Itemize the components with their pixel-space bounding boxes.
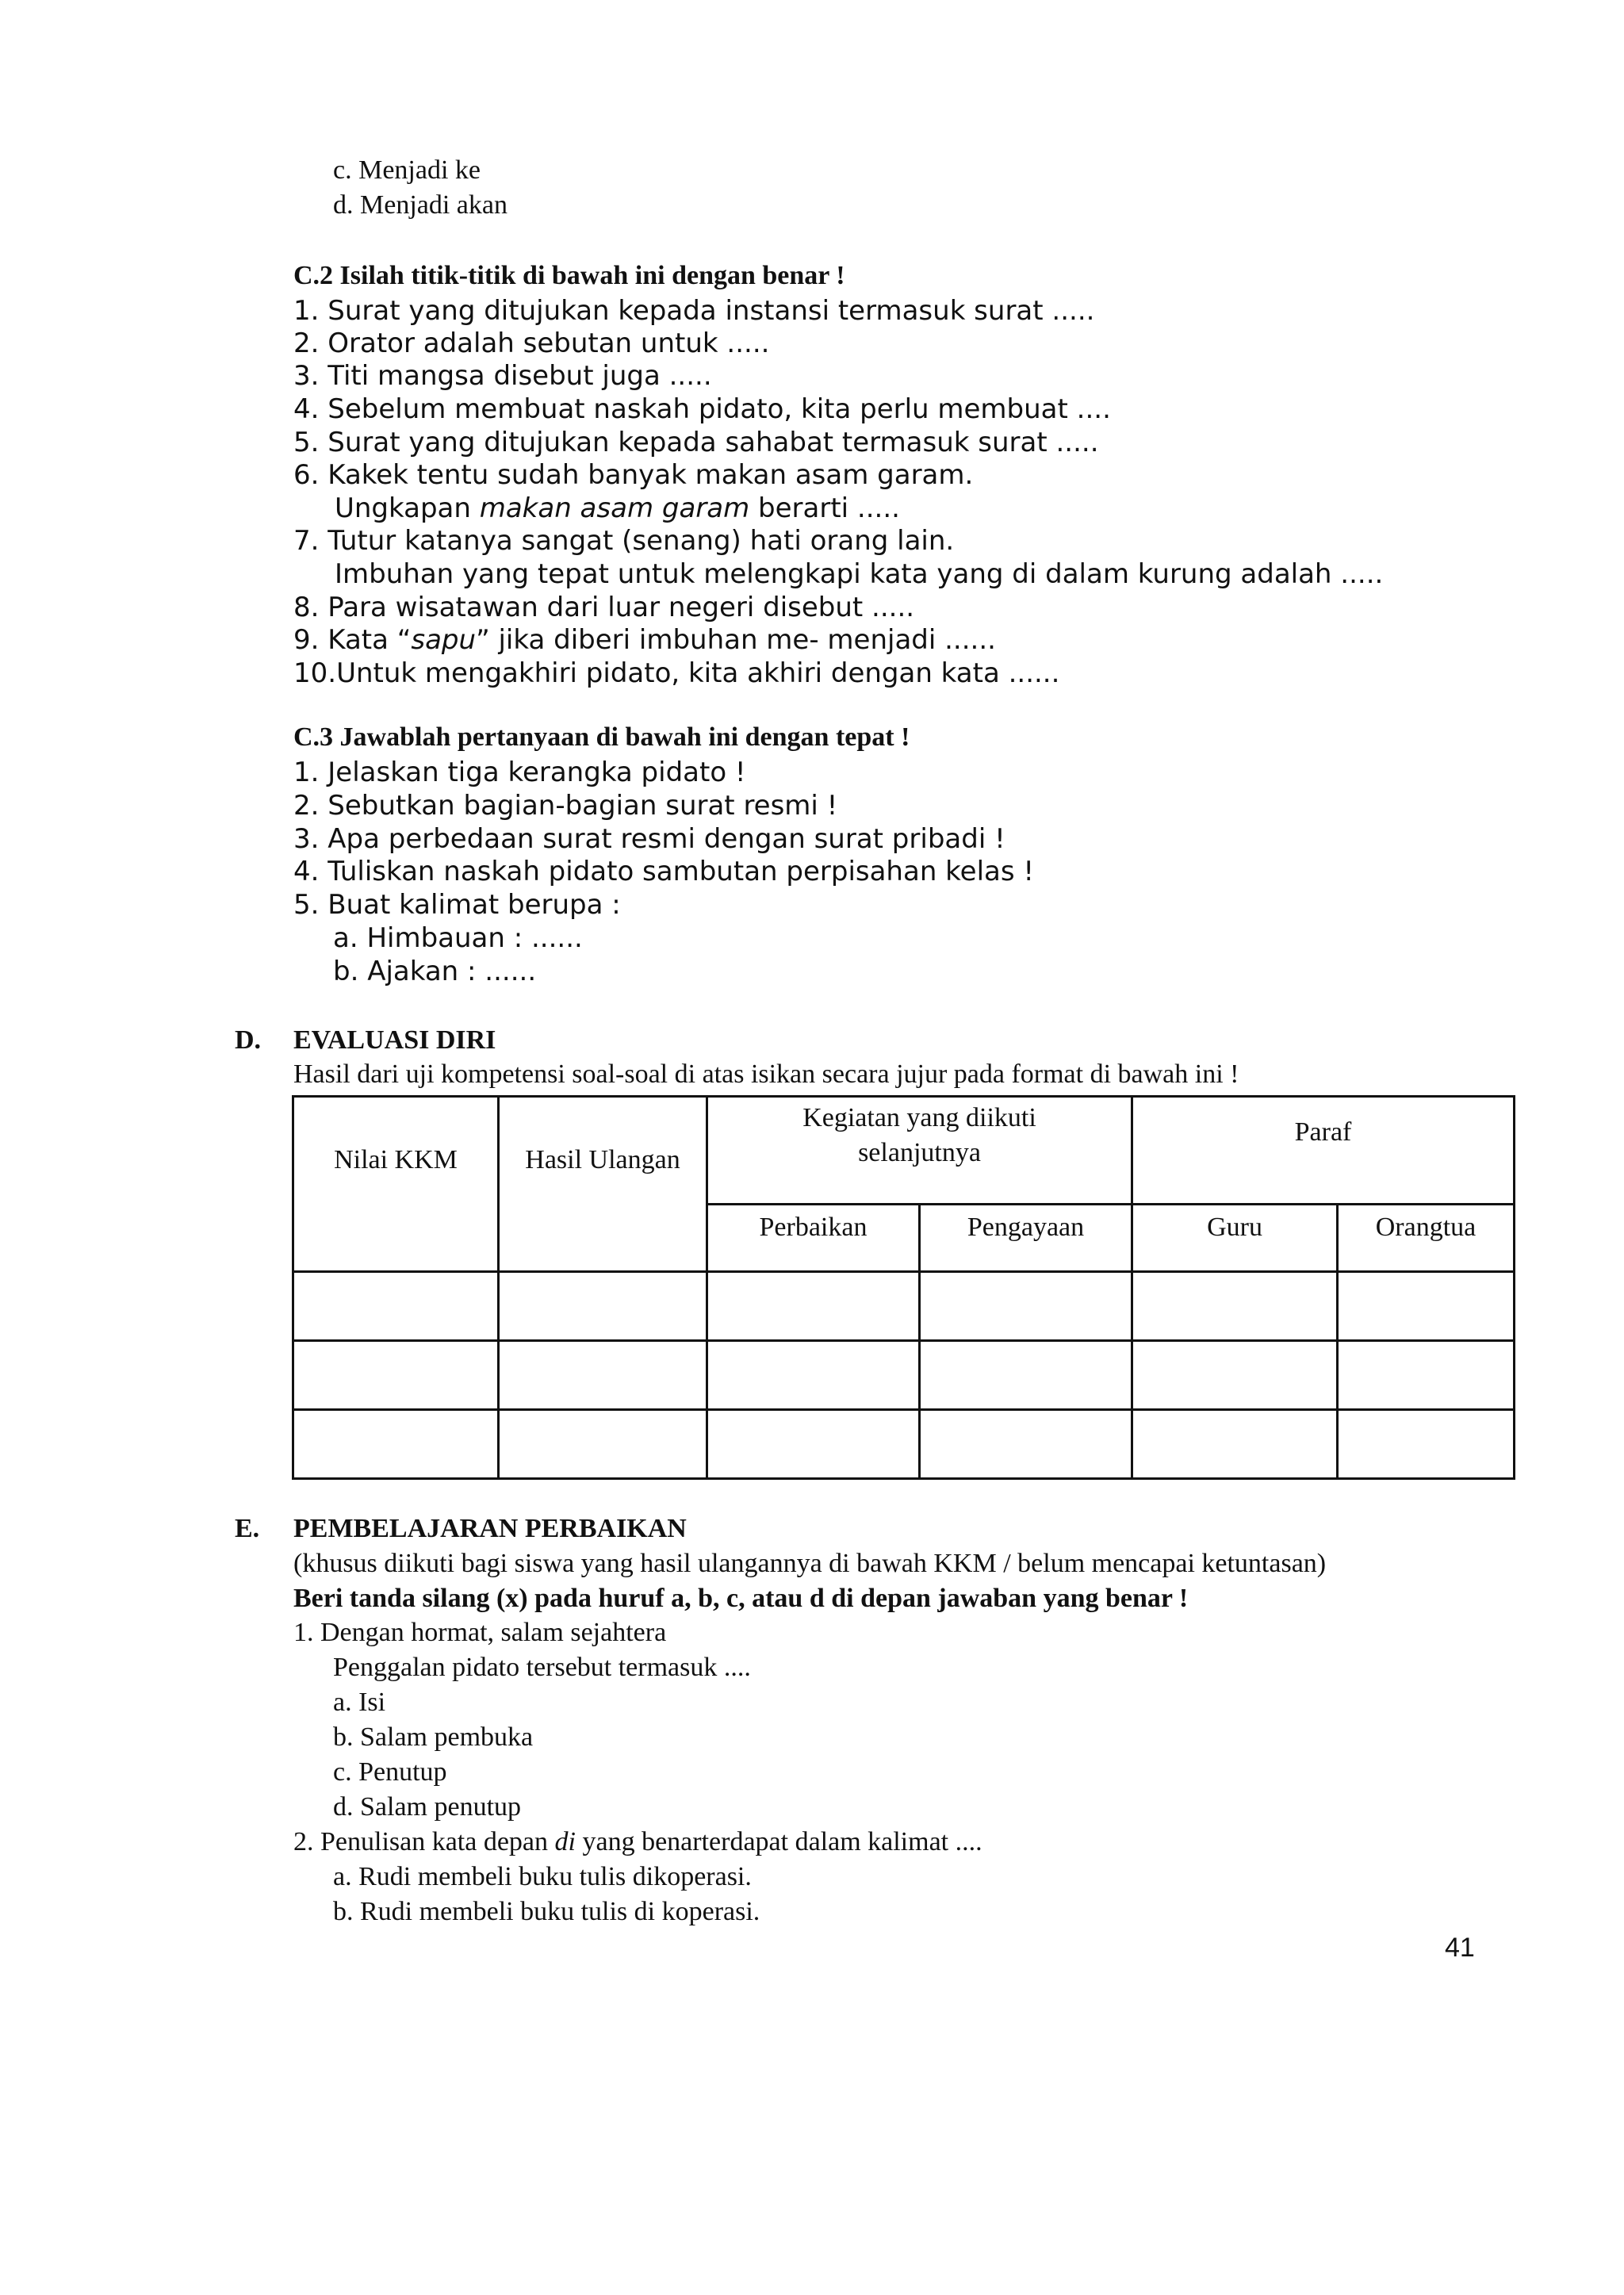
c2-item-9-post: ” jika diberi imbuhan me- menjadi ...... — [476, 624, 996, 656]
col-nilai-kkm-label: Nilai KKM — [334, 1144, 458, 1174]
e-q1-option-a: a. Isi — [333, 1688, 386, 1717]
e-question-2 — [293, 1827, 982, 1857]
option-d: d. Menjadi akan — [333, 190, 508, 220]
col-nilai-kkm — [293, 1097, 499, 1272]
col-kegiatan-line1: Kegiatan yang diikuti — [802, 1103, 1036, 1132]
section-e-note: (khusus diikuti bagi siswa yang hasil ulangannya di bawah KKM / belum mencapai ketuntasan) — [293, 1549, 1327, 1578]
table-cell — [293, 1410, 499, 1479]
c3-item-4: 4. Tuliskan naskah pidato sambutan perpisahan kelas ! — [293, 856, 1035, 887]
e-question-2-post: yang benarterdapat dalam kalimat .... — [575, 1827, 982, 1856]
sub-perbaikan-label: Perbaikan — [759, 1213, 868, 1242]
table-cell — [1132, 1410, 1338, 1479]
c2-item-9-pre: 9. Kata “ — [293, 624, 412, 656]
e-q1-option-b: b. Salam pembuka — [333, 1722, 534, 1752]
e-q1-option-c: c. Penutup — [333, 1757, 447, 1787]
c2-item-4: 4. Sebelum membuat naskah pidato, kita perlu membuat .... — [293, 393, 1111, 425]
c2-item-6: 6. Kakek tentu sudah banyak makan asam garam. — [293, 459, 974, 491]
option-c: c. Menjadi ke — [333, 155, 481, 185]
c2-item-10: 10.Untuk mengakhiri pidato, kita akhiri dengan kata ...... — [293, 657, 1060, 689]
c3-item-5b: b. Ajakan : ...... — [333, 956, 537, 987]
col-paraf — [1132, 1097, 1515, 1205]
table-cell — [1132, 1272, 1338, 1341]
table-header-row — [293, 1097, 1515, 1205]
table-cell — [499, 1272, 707, 1341]
c3-item-5a: a. Himbauan : ...... — [333, 922, 583, 954]
table-cell — [1338, 1272, 1515, 1341]
c3-item-5: 5. Buat kalimat berupa : — [293, 889, 621, 921]
section-e-instruction: Beri tanda silang (x) pada huruf a, b, c, atau d di depan jawaban yang benar ! — [293, 1584, 1189, 1613]
table-cell — [499, 1410, 707, 1479]
section-d-instruction: Hasil dari uji kompetensi soal-soal di atas isikan secara jujur pada format di bawah ini ! — [293, 1059, 1239, 1089]
table-cell — [920, 1341, 1132, 1410]
c2-item-6-pre: Ungkapan — [335, 492, 480, 524]
col-kegiatan-line2: selanjutnya — [858, 1138, 981, 1168]
e-q1-option-d: d. Salam penutup — [333, 1792, 522, 1822]
c2-item-8: 8. Para wisatawan dari luar negeri disebut ..... — [293, 592, 915, 623]
table-cell — [920, 1272, 1132, 1341]
table-cell — [1132, 1341, 1338, 1410]
e-question-2-pre: 2. Penulisan kata depan — [293, 1827, 555, 1856]
c2-item-6-post: berarti ..... — [749, 492, 900, 524]
table-cell — [293, 1272, 499, 1341]
e-q2-option-a: a. Rudi membeli buku tulis dikoperasi. — [333, 1862, 752, 1891]
c3-item-3: 3. Apa perbedaan surat resmi dengan surat pribadi ! — [293, 823, 1005, 855]
col-hasil-ulangan — [499, 1097, 707, 1272]
sub-pengayaan-label: Pengayaan — [967, 1213, 1085, 1242]
c2-item-2: 2. Orator adalah sebutan untuk ..... — [293, 328, 770, 359]
table-cell — [707, 1410, 920, 1479]
table-cell — [707, 1272, 920, 1341]
sub-guru — [1132, 1205, 1338, 1272]
table-cell — [1338, 1410, 1515, 1479]
col-kegiatan — [707, 1097, 1132, 1205]
sub-guru-label: Guru — [1207, 1213, 1262, 1242]
col-paraf-label: Paraf — [1294, 1117, 1352, 1147]
e-question-1: 1. Dengan hormat, salam sejahtera — [293, 1618, 667, 1647]
sub-orangtua — [1338, 1205, 1515, 1272]
table-cell — [293, 1341, 499, 1410]
section-e-title: PEMBELAJARAN PERBAIKAN — [293, 1514, 687, 1543]
section-d-title: EVALUASI DIRI — [293, 1025, 496, 1055]
sub-perbaikan — [707, 1205, 920, 1272]
c2-heading: C.2 Isilah titik-titik di bawah ini dengan benar ! — [293, 261, 845, 290]
e-question-1-continuation: Penggalan pidato tersebut termasuk .... — [333, 1653, 751, 1682]
col-hasil-ulangan-label: Hasil Ulangan — [525, 1144, 680, 1174]
table-cell — [499, 1341, 707, 1410]
table-row — [293, 1341, 1515, 1410]
c2-item-7-continuation: Imbuhan yang tepat untuk melengkapi kata yang di dalam kurung adalah ..... — [335, 558, 1384, 590]
table-cell — [920, 1410, 1132, 1479]
table-cell — [1338, 1341, 1515, 1410]
c2-item-5: 5. Surat yang ditujukan kepada sahabat termasuk surat ..... — [293, 427, 1099, 458]
table-row — [293, 1410, 1515, 1479]
e-question-2-word: di — [554, 1827, 576, 1856]
c2-item-7: 7. Tutur katanya sangat (senang) hati orang lain. — [293, 525, 955, 557]
c2-item-6-idiom: makan asam garam — [479, 492, 750, 524]
e-q2-option-b: b. Rudi membeli buku tulis di koperasi. — [333, 1897, 760, 1926]
page-number: 41 — [1445, 1933, 1475, 1963]
c2-item-9 — [293, 624, 996, 656]
c2-item-3: 3. Titi mangsa disebut juga ..... — [293, 360, 712, 392]
table-row — [293, 1272, 1515, 1341]
c3-item-1: 1. Jelaskan tiga kerangka pidato ! — [293, 757, 746, 788]
c2-item-6-continuation — [335, 492, 900, 524]
c2-item-1: 1. Surat yang ditujukan kepada instansi termasuk surat ..... — [293, 295, 1095, 327]
c3-heading: C.3 Jawablah pertanyaan di bawah ini dengan tepat ! — [293, 722, 910, 752]
section-d-letter: D. — [235, 1025, 262, 1055]
sub-pengayaan — [920, 1205, 1132, 1272]
self-evaluation-table — [292, 1095, 1515, 1480]
c3-item-2: 2. Sebutkan bagian-bagian surat resmi ! — [293, 790, 838, 822]
section-e-letter: E. — [235, 1514, 260, 1543]
table-cell — [707, 1341, 920, 1410]
sub-orangtua-label: Orangtua — [1375, 1213, 1477, 1242]
c2-item-9-word: sapu — [411, 624, 477, 656]
